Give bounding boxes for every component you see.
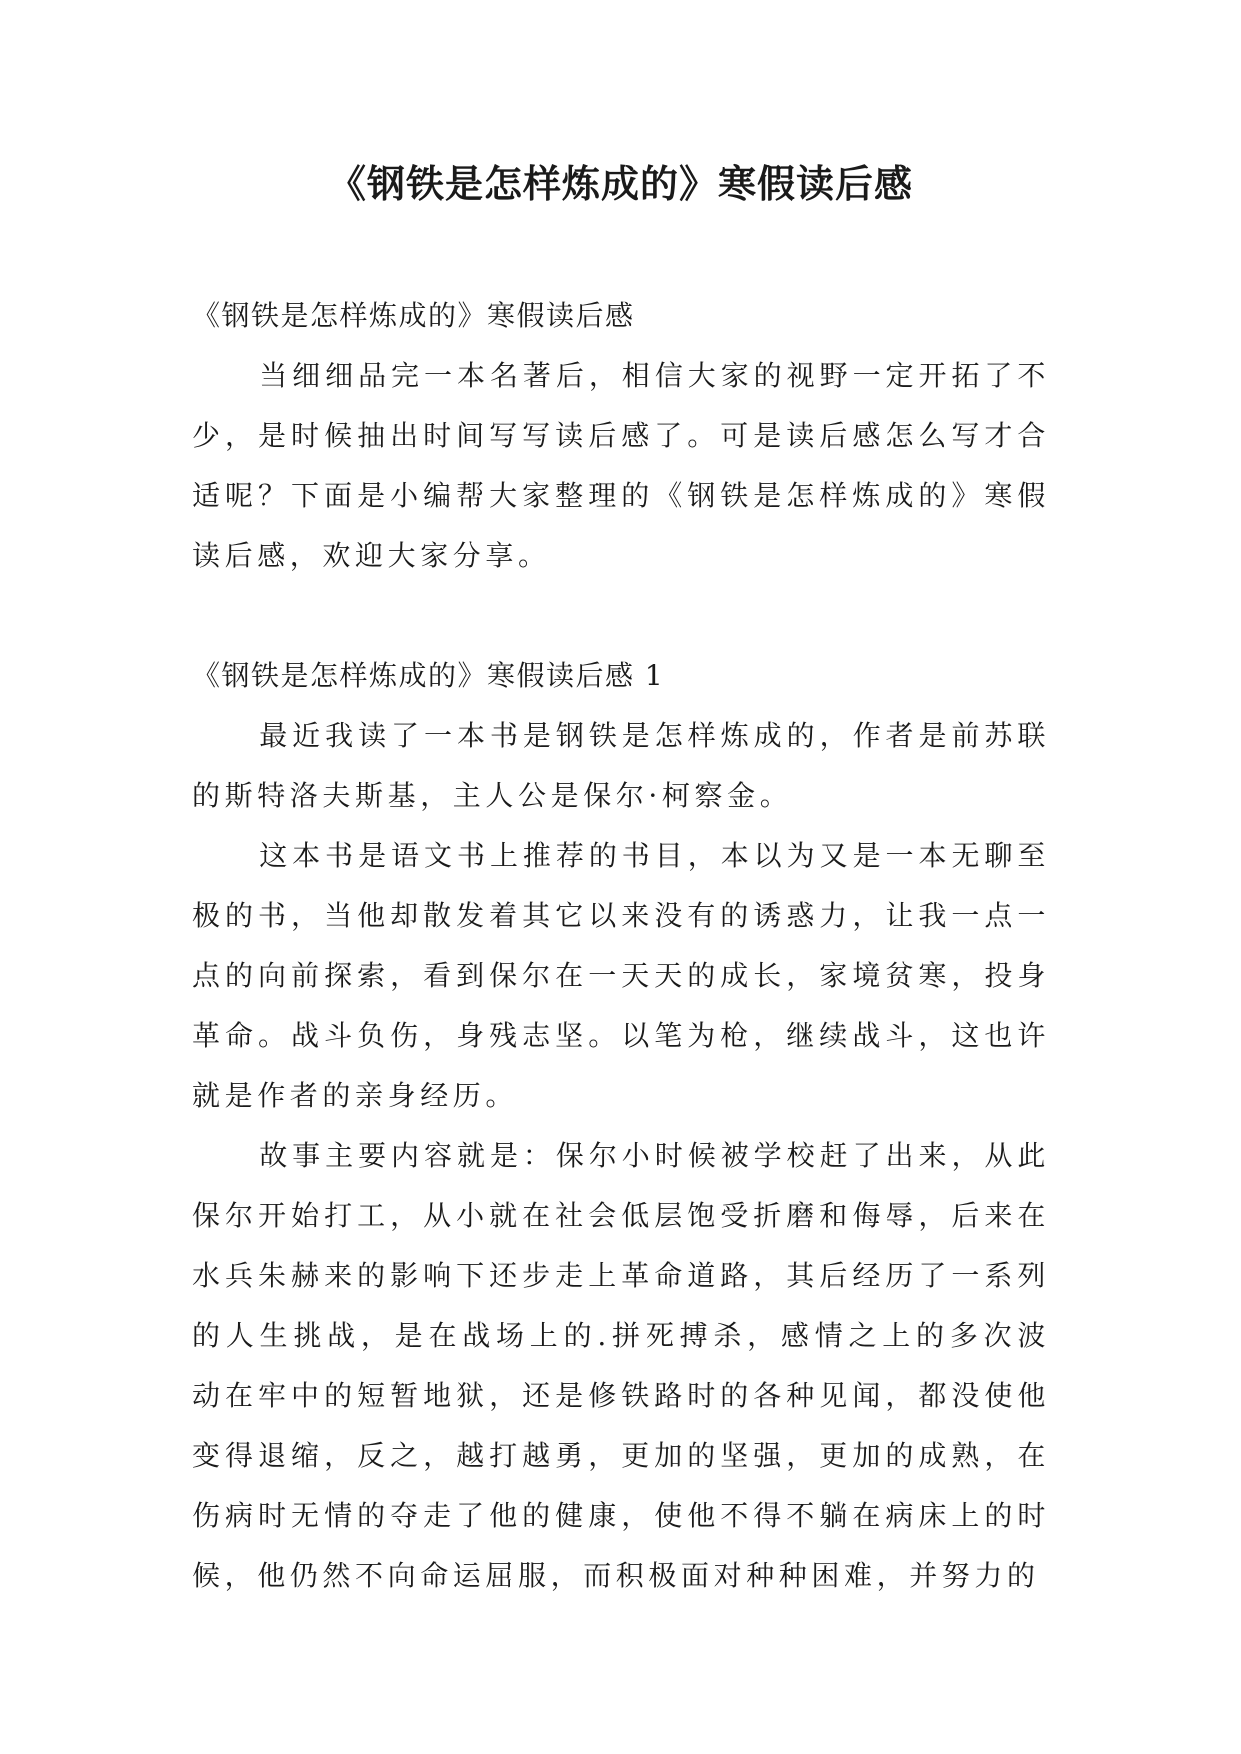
document-body (192, 286, 1050, 1606)
body-paragraph-2: 这本书是语文书上推荐的书目，本以为又是一本无聊至极的书，当他却散发着其它以来没有的诱惑力，让我一点一点的向前探索，看到保尔在一天天的成长，家境贫寒，投身革命。战斗负伤，身残志坚。以笔为枪，继续战斗，这也许就是作者的亲身经历。 (192, 839, 1050, 1112)
intro-paragraph: 当细细品完一本名著后，相信大家的视野一定开拓了不少，是时候抽出时间写写读后感了。可是读后感怎么写才合适呢？下面是小编帮大家整理的《钢铁是怎样炼成的》寒假读后感，欢迎大家分享。 (192, 359, 1050, 572)
section-heading: 《钢铁是怎样炼成的》寒假读后感 1 (192, 659, 665, 692)
body-paragraph-3: 故事主要内容就是：保尔小时候被学校赶了出来，从此保尔开始打工，从小就在社会低层饱受折磨和侮辱，后来在水兵朱赫来的影响下还步走上革命道路，其后经历了一系列的人生挑战，是在战场上的.拼死搏杀，感情之上的多次波动在牢中的短暂地狱，还是修铁路时的各种见闻，都没使他变得退缩，反之，越打越勇，更加的坚强，更加的成熟，在伤病时无情的夺走了他的健康，使他不得不躺在病床上的时候，他仍然不向命运屈服，而积极面对种种困难，并努力的 (192, 1139, 1050, 1592)
document-title: 《钢铁是怎样炼成的》寒假读后感 (327, 162, 913, 206)
body-paragraph-1: 最近我读了一本书是钢铁是怎样炼成的，作者是前苏联的斯特洛夫斯基，主人公是保尔·柯察金。 (192, 719, 1050, 812)
intro-heading: 《钢铁是怎样炼成的》寒假读后感 (192, 299, 635, 332)
section-spacer (192, 586, 1050, 646)
